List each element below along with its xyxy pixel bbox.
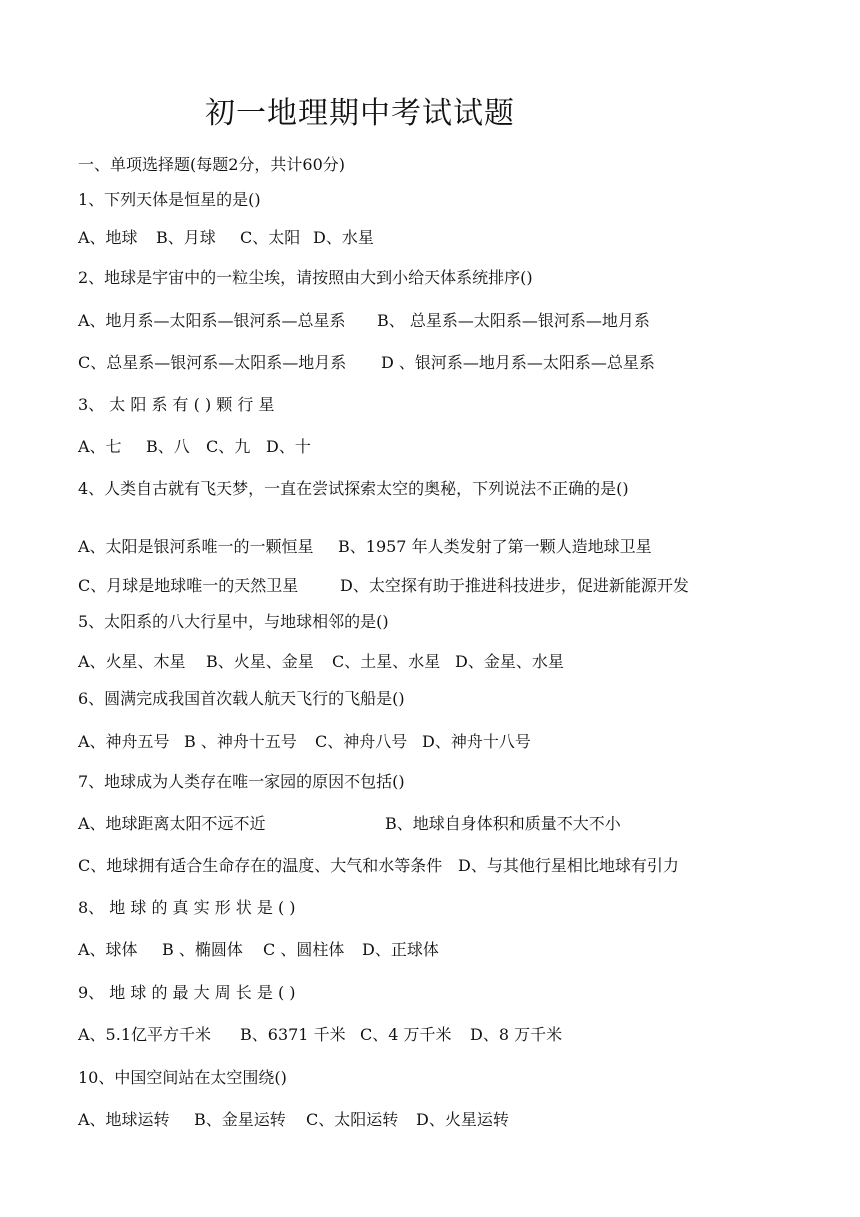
- q6-option-a: A、神舟五号: [78, 732, 170, 751]
- question-2: 2、地球是宇宙中的一粒尘埃，请按照由大到小给天体系统排序(): [78, 268, 533, 287]
- question-3: 3、 太 阳 系 有 ( ) 颗 行 星: [78, 395, 275, 414]
- q9-option-a: A、5.1亿平方千米: [78, 1025, 212, 1044]
- q9-option-b: B、6371 千米: [240, 1025, 346, 1044]
- question-9: 9、 地 球 的 最 大 周 长 是 ( ): [78, 983, 296, 1002]
- q3-option-a: A、七: [78, 437, 122, 456]
- q8-option-b: B 、椭圆体: [162, 940, 243, 959]
- q7-option-d: D、与其他行星相比地球有引力: [458, 856, 679, 875]
- question-1: 1、下列天体是恒星的是(): [78, 190, 261, 209]
- question-4: 4、人类自古就有飞天梦，一直在尝试探索太空的奥秘，下列说法不正确的是(): [78, 479, 629, 498]
- page-title: 初一地理期中考试试题: [205, 96, 515, 131]
- q3-option-b: B、八: [146, 437, 190, 456]
- q5-option-a: A、火星、木星: [78, 652, 186, 671]
- q6-option-c: C、神舟八号: [315, 732, 408, 751]
- q8-option-a: A、球体: [78, 940, 138, 959]
- q2-option-b: B、 总星系—太阳系—银河系—地月系: [377, 311, 650, 330]
- q7-option-b: B、地球自身体积和质量不大不小: [385, 814, 621, 833]
- q10-option-a: A、地球运转: [78, 1110, 170, 1129]
- q2-option-d: D 、银河系—地月系—太阳系—总星系: [381, 353, 655, 372]
- q8-option-c: C 、圆柱体: [263, 940, 345, 959]
- q10-option-d: D、火星运转: [416, 1110, 509, 1129]
- q9-option-d: D、8 万千米: [470, 1025, 563, 1044]
- q1-option-d: D、水星: [313, 228, 374, 247]
- q1-option-a: A、地球: [78, 228, 138, 247]
- q4-option-d: D、太空探有助于推进科技进步，促进新能源开发: [340, 576, 689, 595]
- q5-option-b: B、火星、金星: [206, 652, 314, 671]
- q4-option-c: C、月球是地球唯一的天然卫星: [78, 576, 299, 595]
- q8-option-d: D、正球体: [362, 940, 439, 959]
- question-8: 8、 地 球 的 真 实 形 状 是 ( ): [78, 898, 296, 917]
- q6-option-d: D、神舟十八号: [422, 732, 531, 751]
- q1-option-c: C、太阳: [240, 228, 301, 247]
- q4-option-b: B、1957 年人类发射了第一颗人造地球卫星: [338, 537, 652, 556]
- question-7: 7、地球成为人类存在唯一家园的原因不包括(): [78, 772, 405, 791]
- question-5: 5、太阳系的八大行星中，与地球相邻的是(): [78, 612, 389, 631]
- question-10: 10、中国空间站在太空围绕(): [78, 1068, 287, 1087]
- q7-option-c: C、地球拥有适合生命存在的温度、大气和水等条件: [78, 856, 443, 875]
- q7-option-a: A、地球距离太阳不远不近: [78, 814, 266, 833]
- section-heading: 一、单项选择题(每题2分，共计60分): [78, 155, 346, 174]
- question-6: 6、圆满完成我国首次载人航天飞行的飞船是(): [78, 689, 405, 708]
- q5-option-d: D、金星、水星: [455, 652, 564, 671]
- q9-option-c: C、4 万千米: [360, 1025, 452, 1044]
- q3-option-c: C、九: [206, 437, 251, 456]
- q6-option-b: B 、神舟十五号: [184, 732, 297, 751]
- q2-option-a: A、地月系—太阳系—银河系—总星系: [78, 311, 346, 330]
- q2-option-c: C、总星系—银河系—太阳系—地月系: [78, 353, 347, 372]
- q1-option-b: B、月球: [156, 228, 216, 247]
- q5-option-c: C、土星、水星: [332, 652, 441, 671]
- q10-option-c: C、太阳运转: [306, 1110, 399, 1129]
- q10-option-b: B、金星运转: [194, 1110, 286, 1129]
- q4-option-a: A、太阳是银河系唯一的一颗恒星: [78, 537, 314, 556]
- q3-option-d: D、十: [266, 437, 311, 456]
